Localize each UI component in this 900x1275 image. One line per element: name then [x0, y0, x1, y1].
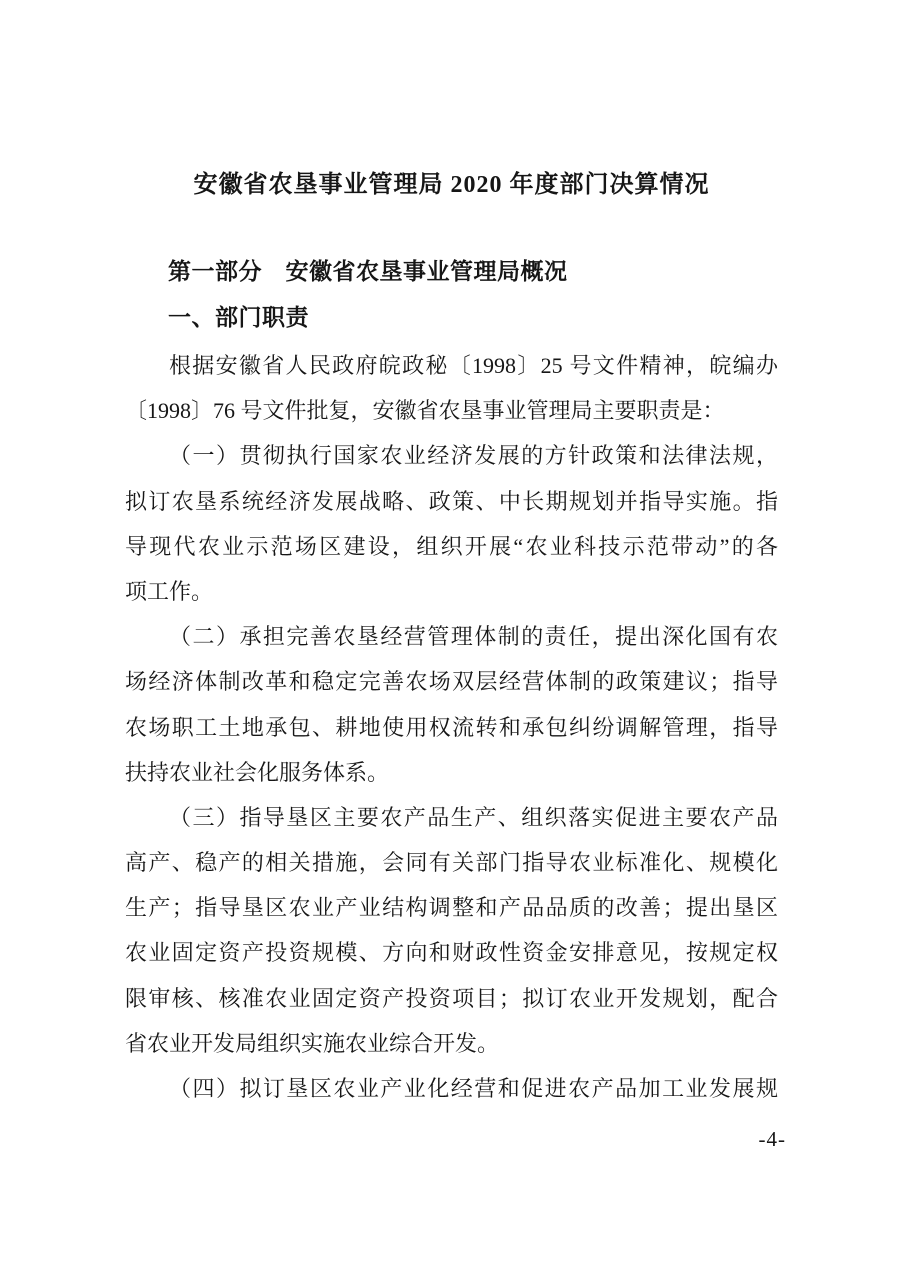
paragraph [125, 614, 778, 795]
body-line: 扶持农业社会化服务体系。 [125, 759, 390, 785]
body-line: 农业固定资产投资规模、方向和财政性资金安排意见，按规定权 [125, 940, 778, 966]
body-line: 生产；指导垦区农业产业结构调整和产品品质的改善；提出垦区 [125, 895, 778, 921]
paragraph [125, 795, 778, 1066]
section-heading: 一、部门职责 [168, 304, 309, 330]
body-line: （三）指导垦区主要农产品生产、组织落实促进主要农产品 [169, 804, 778, 830]
body-line: 根据安徽省人民政府皖政秘〔1998〕25 号文件精神，皖编办 [169, 353, 778, 378]
paragraph [125, 343, 778, 433]
body-line: 省农业开发局组织实施农业综合开发。 [125, 1030, 500, 1056]
body-line: 〔1998〕76 号文件批复，安徽省农垦事业管理局主要职责是： [125, 398, 725, 424]
document-title: 安徽省农垦事业管理局 2020 年度部门决算情况 [193, 172, 710, 198]
page-number: -4- [758, 1127, 786, 1151]
body-line: 农场职工土地承包、耕地使用权流转和承包纠纷调解管理，指导 [125, 714, 778, 740]
paragraph [125, 1066, 778, 1111]
body-line: 高产、稳产的相关措施，会同有关部门指导农业标准化、规模化 [125, 850, 778, 876]
paragraph [125, 433, 778, 614]
body-line: （四）拟订垦区农业产业化经营和促进农产品加工业发展规 [169, 1076, 778, 1101]
body-line: （一）贯彻执行国家农业经济发展的方针政策和法律法规， [169, 443, 778, 469]
body-line: 限审核、核准农业固定资产投资项目；拟订农业开发规划，配合 [125, 985, 778, 1011]
body-line: （二）承担完善农垦经营管理体制的责任，提出深化国有农 [169, 624, 778, 650]
body-line: 导现代农业示范场区建设，组织开展“农业科技示范带动”的各 [125, 533, 778, 559]
document-body [125, 343, 778, 1111]
body-line: 拟订农垦系统经济发展战略、政策、中长期规划并指导实施。指 [125, 488, 778, 514]
part-heading: 第一部分 安徽省农垦事业管理局概况 [168, 258, 568, 284]
body-line: 项工作。 [125, 578, 214, 604]
body-line: 场经济体制改革和稳定完善农场双层经营体制的政策建议；指导 [125, 669, 778, 695]
